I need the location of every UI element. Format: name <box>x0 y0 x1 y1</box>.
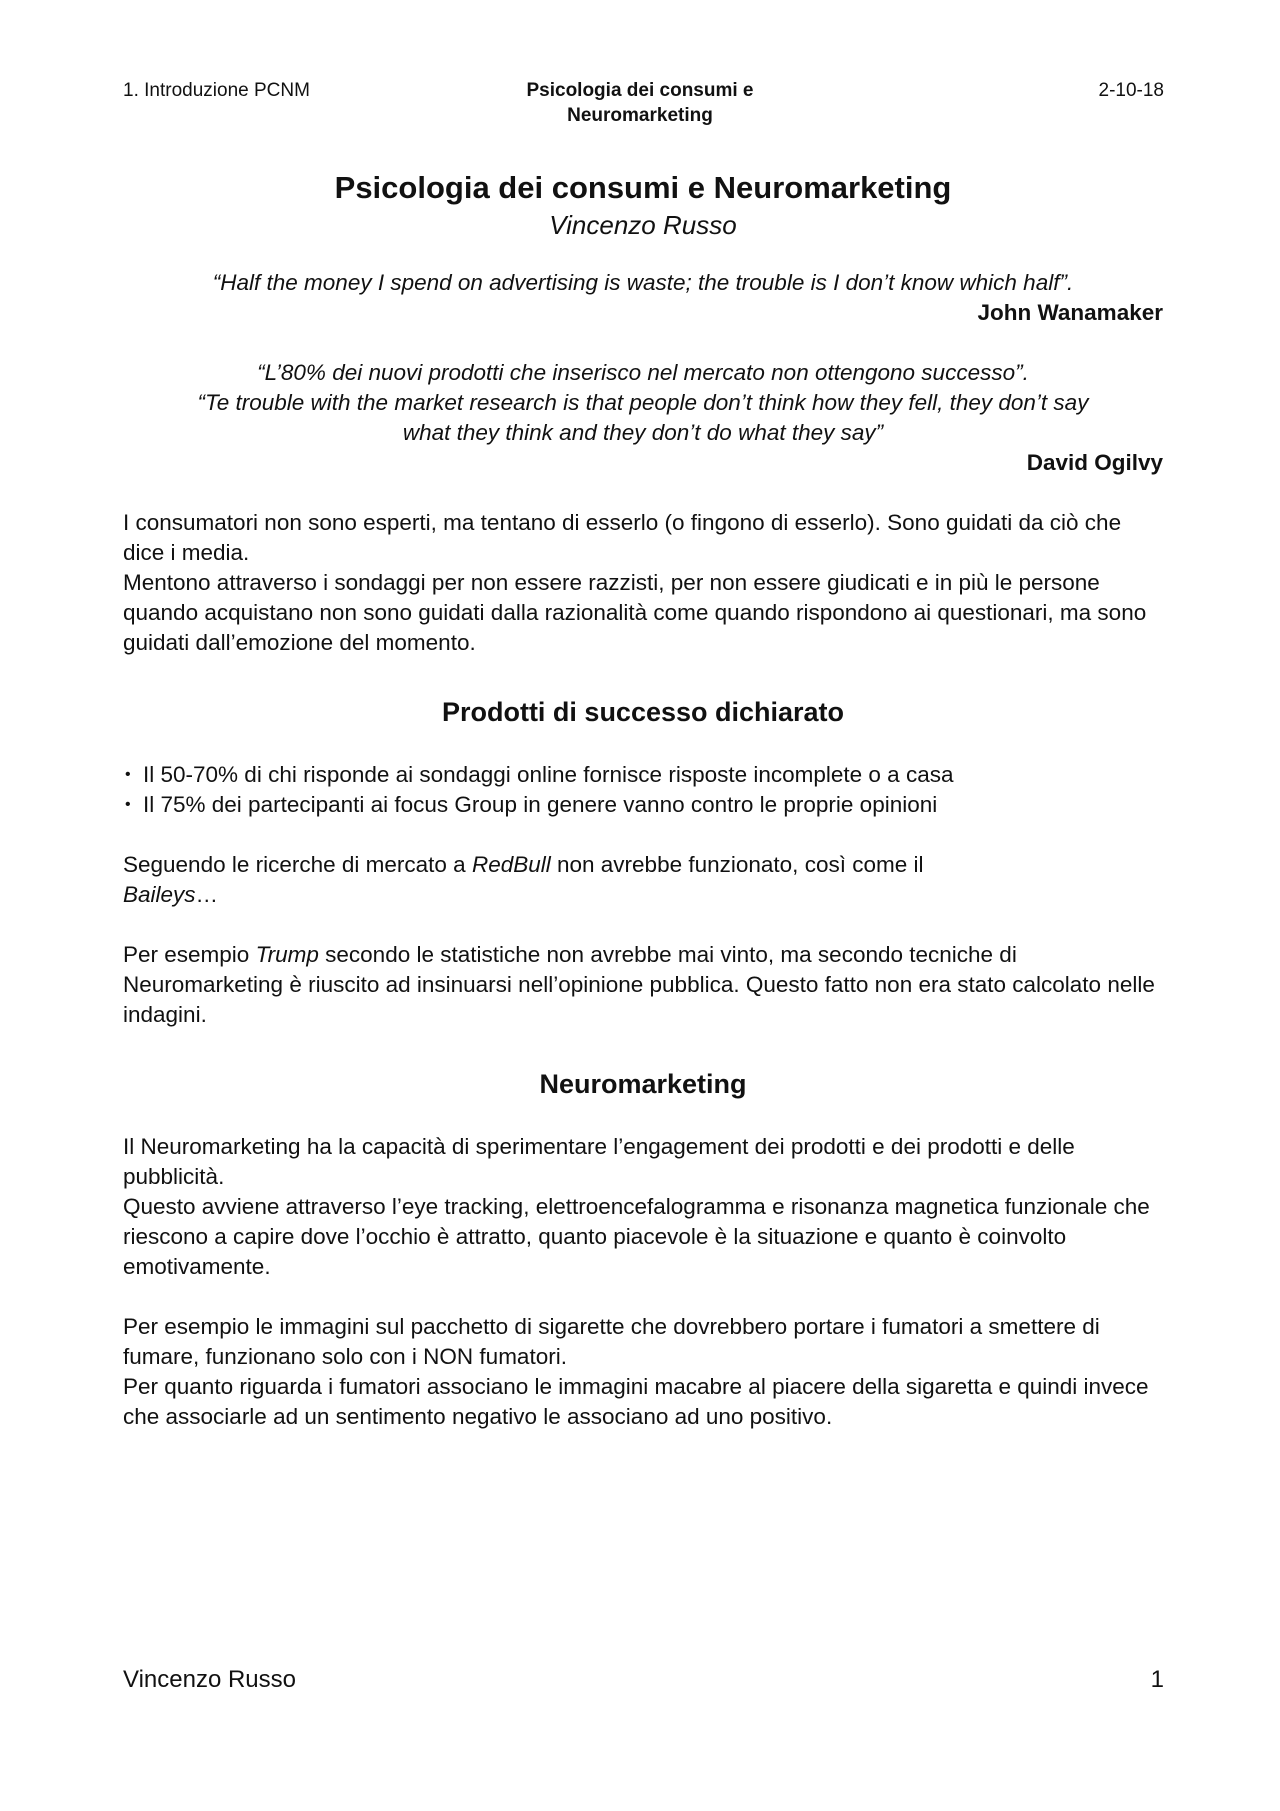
header-center-line2: Neuromarketing <box>567 105 713 126</box>
spacer <box>123 820 1163 850</box>
spacer <box>123 730 1163 760</box>
neuromarketing-paragraph-3: Per esempio le immagini sul pacchetto di sigarette che dovrebbero portare i fumatori a smettere di fumare, funzionano solo con i NON fumatori. <box>123 1314 1100 1369</box>
document-author: Vincenzo Russo <box>549 210 737 240</box>
brand-baileys: Baileys <box>123 882 196 907</box>
list-item-text: Il 50-70% di chi risponde ai sondaggi online fornisce risposte incomplete o a casa <box>143 762 954 787</box>
text-run: non avrebbe funzionato, così come il <box>550 852 924 877</box>
neuromarketing-paragraph-1: Il Neuromarketing ha la capacità di sperimentare l’engagement dei prodotti e dei prodotti e delle pubblicità. <box>123 1134 1075 1189</box>
bullet-icon: • <box>125 766 131 783</box>
list-item <box>123 760 1163 790</box>
list-item <box>123 790 1163 820</box>
spacer <box>123 328 1163 358</box>
spacer <box>123 658 1163 694</box>
quote-wanamaker: “Half the money I spend on advertising is waste; the trouble is I don’t know which half”. <box>212 270 1074 295</box>
spacer <box>123 910 1163 940</box>
quote-ogilvy-line3: what they think and they don’t do what they say” <box>402 420 884 445</box>
section-heading-prodotti: Prodotti di successo dichiarato <box>441 697 845 727</box>
document-title: Psicologia dei consumi e Neuromarketing <box>334 170 952 205</box>
quote-ogilvy-attribution: David Ogilvy <box>1026 450 1163 475</box>
spacer <box>123 1282 1163 1312</box>
section-heading-neuromarketing: Neuromarketing <box>539 1069 747 1099</box>
bullet-list <box>123 760 1163 820</box>
list-item-text: Il 75% dei partecipanti ai focus Group in genere vanno contro le proprie opinioni <box>143 792 938 817</box>
text-run: … <box>195 882 219 907</box>
bullet-icon: • <box>125 796 131 813</box>
spacer <box>123 1102 1163 1132</box>
text-run: secondo le statistiche non avrebbe mai vinto, ma secondo tecniche di Neuromarketing è riuscito ad insinuarsi nell’opinione pubblica. Questo fatto non era stato calcolato nelle indagini. <box>123 942 1155 1027</box>
text-run: Seguendo le ricerche di mercato a <box>123 852 472 877</box>
page-number: 1 <box>1150 1666 1164 1693</box>
header-left: 1. Introduzione PCNM <box>123 80 310 101</box>
header-center <box>440 78 840 128</box>
intro-paragraph-1: I consumatori non sono esperti, ma tentano di esserlo (o fingono di esserlo). Sono guidati da ciò che dice i media. <box>123 510 1122 565</box>
quote-ogilvy-line1: “L’80% dei nuovi prodotti che inserisco nel mercato non ottengono successo”. <box>257 360 1029 385</box>
spacer <box>123 478 1163 508</box>
header-center-line1: Psicologia dei consumi e <box>526 80 754 101</box>
spacer <box>123 1030 1163 1066</box>
quote-wanamaker-attribution: John Wanamaker <box>977 300 1163 325</box>
quote-ogilvy-line2: “Te trouble with the market research is that people don’t think how they fell, they don’t say <box>197 390 1089 415</box>
intro-paragraph-2: Mentono attraverso i sondaggi per non essere razzisti, per non essere giudicati e in più le persone quando acquistano non sono guidati dalla razionalità come quando rispondono ai questionari, ma sono guidati dall’emozione del momento. <box>123 570 1147 655</box>
brand-redbull: RedBull <box>471 852 551 877</box>
neuromarketing-paragraph-2: Questo avviene attraverso l’eye tracking, elettroencefalogramma e risonanza magnetica funzionale che riescono a capire dove l’occhio è attratto, quanto piacevole è la situazione e quanto è coinvolto emotivamente. <box>123 1194 1150 1279</box>
document-body <box>123 168 1163 1432</box>
header-date: 2-10-18 <box>1098 80 1164 101</box>
footer-author: Vincenzo Russo <box>123 1666 296 1693</box>
neuromarketing-paragraph-4: Per quanto riguarda i fumatori associano le immagini macabre al piacere della sigaretta e quindi invece che associarle ad un sentimento negativo le associano ad uno positivo. <box>123 1374 1149 1429</box>
text-run: Per esempio <box>123 942 256 967</box>
redbull-paragraph <box>123 850 1163 910</box>
name-trump: Trump <box>255 942 319 967</box>
trump-paragraph <box>123 940 1163 1030</box>
